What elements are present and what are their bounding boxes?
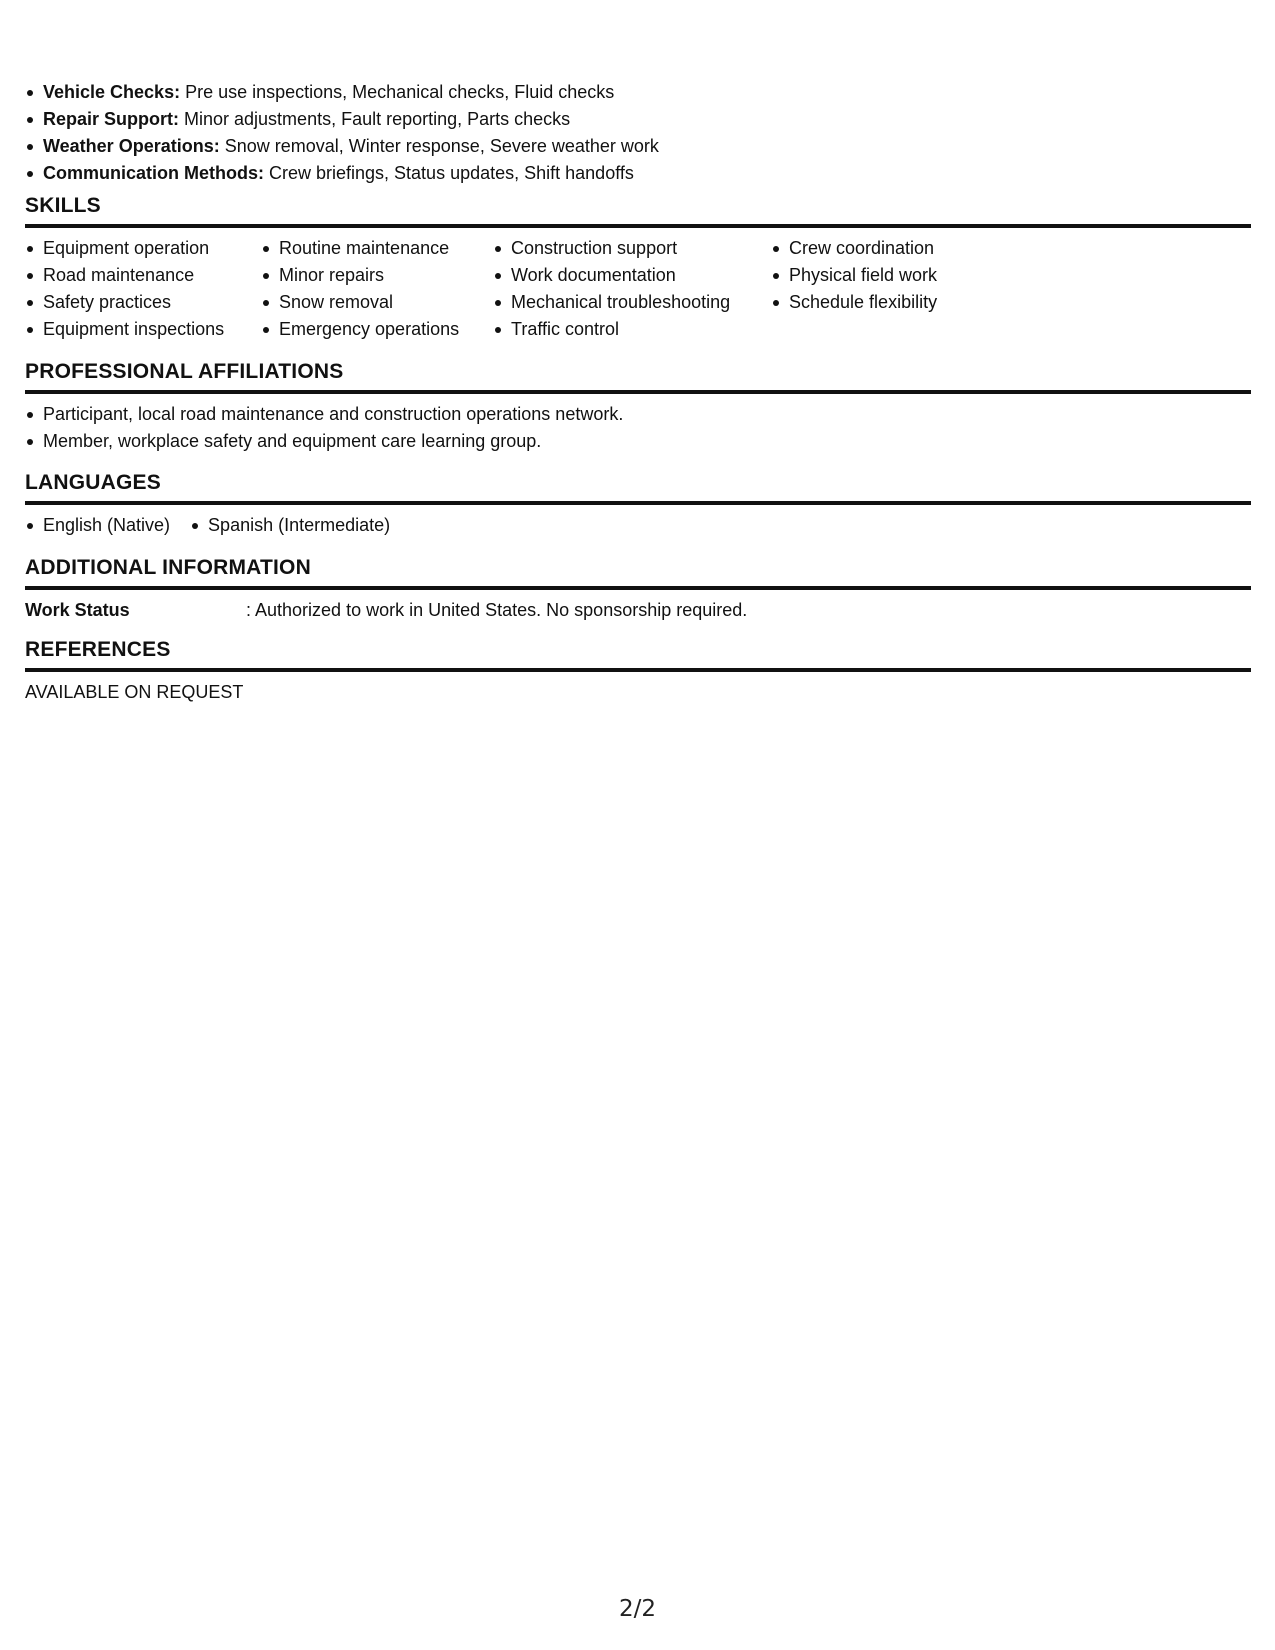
skills-column-2 (261, 235, 493, 343)
affiliation-item: Participant, local road maintenance and construction operations network. (25, 401, 1251, 428)
item-label: Weather Operations: (43, 136, 220, 156)
item-text: Crew briefings, Status updates, Shift handoffs (264, 163, 634, 183)
languages-list (25, 512, 1251, 539)
list-item (25, 160, 659, 187)
section-heading-languages: LANGUAGES (25, 470, 1251, 505)
skill-item: Minor repairs (261, 262, 493, 289)
experience-detail-list (25, 79, 659, 187)
list-item (25, 79, 659, 106)
language-item: English (Native) (25, 512, 170, 539)
languages-section (25, 470, 1251, 539)
language-item: Spanish (Intermediate) (190, 512, 390, 539)
item-label: Vehicle Checks: (43, 82, 181, 102)
skill-item: Schedule flexibility (771, 289, 1071, 316)
skills-grid (25, 235, 1251, 343)
skill-item: Physical field work (771, 262, 1071, 289)
list-item (25, 133, 659, 160)
resume-page (25, 0, 1251, 1650)
skill-item: Routine maintenance (261, 235, 493, 262)
skills-section (25, 193, 1251, 343)
skill-item: Equipment inspections (25, 316, 261, 343)
item-text: Minor adjustments, Fault reporting, Parts checks (179, 109, 571, 129)
work-status-label: Work Status (25, 600, 130, 620)
skill-item: Safety practices (25, 289, 261, 316)
list-item (25, 106, 659, 133)
additional-info-section (25, 555, 1251, 624)
skill-item: Work documentation (493, 262, 771, 289)
references-text: AVAILABLE ON REQUEST (25, 682, 244, 702)
skill-item: Construction support (493, 235, 771, 262)
skill-item: Snow removal (261, 289, 493, 316)
section-heading-skills: SKILLS (25, 193, 1251, 228)
skill-item: Traffic control (493, 316, 771, 343)
section-heading-references: REFERENCES (25, 637, 1251, 672)
work-status-row (25, 597, 1251, 624)
section-heading-affiliations: PROFESSIONAL AFFILIATIONS (25, 359, 1251, 394)
skill-item: Mechanical troubleshooting (493, 289, 771, 316)
section-heading-additional-info: ADDITIONAL INFORMATION (25, 555, 1251, 590)
work-status-value: : Authorized to work in United States. No sponsorship required. (246, 600, 748, 620)
item-text: Snow removal, Winter response, Severe weather work (219, 136, 659, 156)
item-text: Pre use inspections, Mechanical checks, Fluid checks (180, 82, 615, 102)
skill-item: Crew coordination (771, 235, 1071, 262)
references-section (25, 637, 1251, 706)
skill-item: Emergency operations (261, 316, 493, 343)
skill-item: Equipment operation (25, 235, 261, 262)
skill-item: Road maintenance (25, 262, 261, 289)
item-label: Communication Methods: (43, 163, 264, 183)
skills-column-3 (493, 235, 771, 343)
affiliation-item: Member, workplace safety and equipment care learning group. (25, 428, 1251, 455)
skills-column-1 (25, 235, 261, 343)
skills-column-4 (771, 235, 1071, 343)
affiliations-list (25, 401, 1251, 455)
page-number: 2/2 (618, 1596, 656, 1622)
item-label: Repair Support: (43, 109, 180, 129)
affiliations-section (25, 359, 1251, 455)
